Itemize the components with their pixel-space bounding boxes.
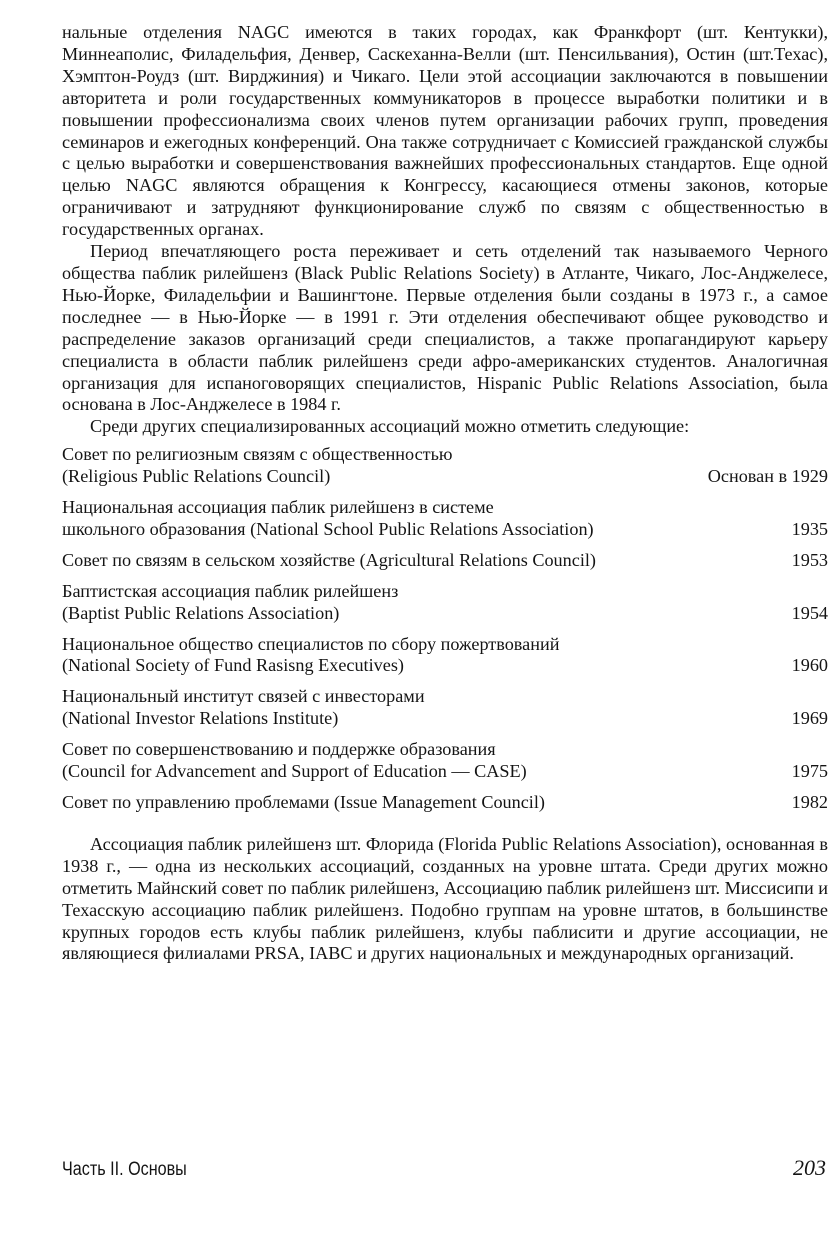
association-name-line: школьного образования (National School Public Relations Association) — [62, 518, 594, 539]
association-name — [62, 444, 694, 488]
founding-year: 1969 — [791, 708, 828, 729]
association-name-line: (Baptist Public Relations Association) — [62, 602, 340, 623]
association-name — [62, 634, 778, 678]
association-name-line: Баптистская ассоциация паблик рилейшенз — [62, 580, 399, 601]
list-item — [62, 581, 828, 625]
founding-year: Основан в 1929 — [707, 466, 828, 487]
association-name-line: Национальная ассоциация паблик рилейшенз в системе — [62, 497, 494, 518]
list-item — [62, 634, 828, 678]
association-name — [62, 581, 778, 625]
list-item — [62, 497, 828, 541]
paragraph-black-pr-society: Период впечатляющего роста переживает и сеть отделений так называемого Черного общества паблик рилейшенз (Black Public Relations Society) в Атланте, Чикаго, Лос-Анджелесе, Нью-Йорке, Филадельфии и Вашингтоне. Первые отделения были созданы в 1973 г., а самое последнее — в Нью-Йорке — в 1991 г. Эти отделения обеспечивают общее руководство и распределение заказов организаций среди специалистов, а также пропагандируют карьеру специалиста в области паблик рилейшенз среди афро-американских студентов. Аналогичная организация для испаноговорящих специалистов, Hispanic Public Relations Association, была основана в Лос-Анджелесе в 1984 г. — [62, 241, 828, 415]
association-name-line: (Religious Public Relations Council) — [62, 466, 331, 487]
founding-year: 1960 — [791, 655, 828, 676]
list-item — [62, 444, 828, 488]
association-name-line: Совет по управлению проблемами (Issue Management Council) — [62, 792, 545, 812]
list-item — [62, 792, 828, 814]
association-name — [62, 739, 778, 783]
list-item — [62, 686, 828, 730]
founding-year: 1982 — [791, 792, 828, 812]
paragraph-nagc: нальные отделения NAGC имеются в таких городах, как Франкфорт (шт. Кентукки), Миннеаполис, Филадельфия, Денвер, Саскеханна-Велли (шт. Пенсильвания), Остин (шт.Техас), Хэмптон-Роудз (шт. Вирджиния) и Чикаго. Цели этой ассоциации заключаются в повышении авторитета и роли государственных коммуникаторов в процессе выработки политики и в повышении профессионализма своих членов путем организации рабочих групп, проведения семинаров и ежегодных конференций. Она также сотрудничает с Комиссией гражданской службы с целью выработки и совершенствования важнейших профессиональных стандартов. Еще одной целью NAGC являются обращения к Конгрессу, касающиеся отмены законов, которые ограничивают и затрудняют функционирование служб по связям с общественностью в государственных органах. — [62, 22, 828, 240]
association-name-line: (National Investor Relations Institute) — [62, 708, 339, 729]
association-name-line: (National Society of Fund Rasisng Executives) — [62, 655, 404, 676]
founding-year: 1953 — [791, 549, 828, 570]
association-name-line: Совет по совершенствованию и поддержке образования — [62, 739, 496, 760]
association-name — [62, 792, 778, 814]
page-footer — [62, 1155, 826, 1185]
association-name — [62, 497, 778, 541]
page-body — [62, 22, 828, 965]
list-item — [62, 550, 828, 572]
section-title: Часть II. Основы — [62, 1159, 187, 1180]
association-name-line: (Council for Advancement and Support of Education — CASE) — [62, 761, 527, 782]
founding-year: 1935 — [791, 518, 828, 539]
paragraph-florida: Ассоциация паблик рилейшенз шт. Флорида (Florida Public Relations Association), основанная в 1938 г., — одна из нескольких ассоциаций, созданных на уровне штата. Среди других можно отметить Майнский совет по паблик рилейшенз, Ассоциацию паблик рилейшенз шт. Миссисипи и Техасскую ассоциацию паблик рилейшенз. Подобно группам на уровне штатов, в большинстве крупных городов есть клубы паблик рилейшенз, клубы паблисити и другие ассоциации, не являющиеся филиалами PRSA, IABC и других национальных и международных организаций. — [62, 833, 828, 964]
list-item — [62, 739, 828, 783]
association-name — [62, 550, 778, 572]
association-name-line: Совет по связям в сельском хозяйстве (Agricultural Relations Council) — [62, 549, 596, 570]
founding-year: 1975 — [791, 761, 828, 782]
page-number: 203 — [793, 1155, 826, 1180]
paragraph-list-intro: Среди других специализированных ассоциаций можно отметить следующие: — [90, 416, 690, 437]
association-name-line: Совет по религиозным связям с общественностью — [62, 444, 453, 465]
association-name — [62, 686, 778, 730]
associations-list — [62, 444, 828, 814]
founding-year: 1954 — [791, 602, 828, 623]
association-name-line: Национальный институт связей с инвесторами — [62, 686, 425, 707]
association-name-line: Национальное общество специалистов по сбору пожертвований — [62, 633, 560, 654]
